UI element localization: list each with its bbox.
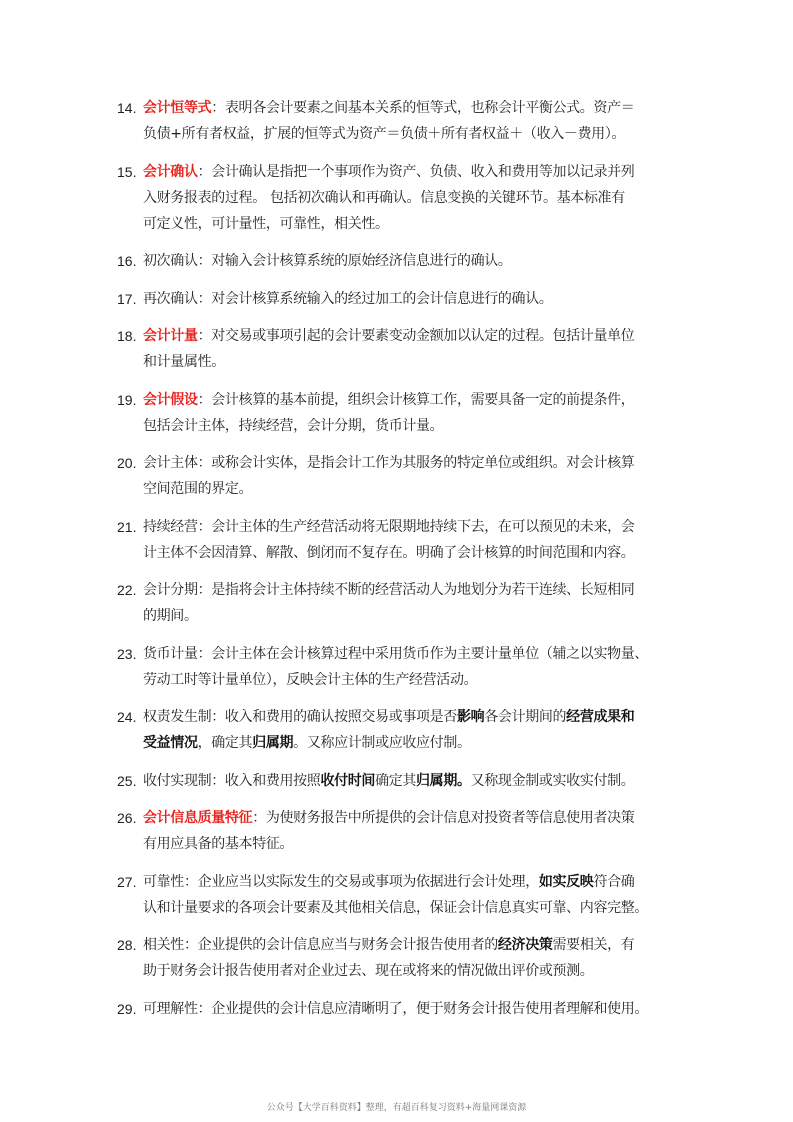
- item-line: [143, 831, 687, 857]
- body-text: 持续经营：会计主体的生产经营活动将无限期地持续下去，在可以预见的未来，会: [143, 518, 635, 535]
- item-number: 23.: [117, 645, 137, 662]
- emphasis-text: 受益情况: [143, 735, 198, 751]
- body-text: 收付实现制：收入和费用按照: [143, 772, 321, 789]
- item-line: [143, 450, 687, 476]
- emphasis-text: 收付时间: [320, 772, 376, 789]
- body-text: 权责发生制：收入和费用的确认按照交易或事项是否: [143, 709, 457, 725]
- emphasis-text: 影响: [456, 709, 485, 725]
- item-line: [143, 641, 687, 667]
- emphasis-text: 归属期。: [416, 772, 471, 789]
- body-text: 负债+所有者权益，扩展的恒等式为资产＝负债＋所有者权益＋（收入－费用）。: [143, 126, 626, 142]
- list-item: [117, 514, 687, 566]
- body-text: ，确定其: [197, 735, 253, 751]
- page-footer: 公众号【大学百科资料】整理，有超百科复习资料+海量网课资源: [266, 1103, 527, 1113]
- item-number: 21.: [117, 518, 137, 535]
- body-text: 的期间。: [143, 608, 198, 624]
- list-item: [117, 932, 687, 984]
- item-line: [143, 577, 687, 603]
- body-text: 可理解性：企业提供的会计信息应清晰明了，便于财务会计报告使用者理解和使用。: [143, 1000, 649, 1017]
- term-heading: 会计恒等式: [143, 100, 212, 116]
- emphasis-text: 如实反映: [538, 873, 594, 890]
- item-line: [143, 730, 687, 756]
- item-line: [143, 248, 687, 274]
- term-heading: 会计信息质量特征: [143, 810, 253, 826]
- emphasis-text: 归属期: [252, 735, 294, 751]
- item-number: 27.: [117, 873, 137, 890]
- item-line: [143, 185, 687, 211]
- list-item: [117, 704, 687, 756]
- item-number: 16.: [117, 253, 137, 269]
- item-number: 24.: [117, 709, 137, 725]
- body-text: 和计量属性。: [143, 354, 225, 370]
- item-line: [143, 159, 687, 185]
- item-line: [143, 805, 687, 831]
- body-text: 会计主体：或称会计实体，是指会计工作为其服务的特定单位或组织。对会计核算: [143, 455, 635, 471]
- body-text: ：对交易或事项引起的会计要素变动金额加以认定的过程。包括计量单位: [197, 328, 635, 344]
- body-text: ：为使财务报告中所提供的会计信息对投资者等信息使用者决策: [252, 810, 635, 826]
- body-text: 计主体不会因清算、解散、倒闭而不复存在。明确了会计核算的时间范围和内容。: [143, 544, 635, 561]
- item-line: [143, 95, 687, 121]
- body-text: 符合确: [593, 873, 635, 890]
- body-text: 入财务报表的过程。 包括初次确认和再确认。信息变换的关键环节。基本标准有: [143, 189, 625, 206]
- item-line: [143, 323, 687, 349]
- item-number: 20.: [117, 455, 137, 471]
- body-text: 确定其: [375, 772, 417, 789]
- body-text: 会计分期：是指将会计主体持续不断的经营活动人为地划分为若干连续、长短相同: [143, 582, 635, 598]
- list-item: [117, 159, 687, 237]
- body-text: 助于财务会计报告使用者对企业过去、现在或将来的情况做出评价或预测。: [143, 963, 594, 979]
- body-text: 空间范围的界定。: [143, 481, 253, 497]
- list-item: [117, 450, 687, 502]
- list-item: [117, 248, 687, 274]
- body-text: 可定义性，可计量性，可靠性，相关性。: [143, 215, 389, 232]
- list-item: [117, 577, 687, 629]
- item-line: [143, 603, 687, 629]
- emphasis-text: 经营成果和: [566, 709, 635, 725]
- body-text: 各会计期间的: [484, 709, 567, 725]
- item-number: 25.: [117, 772, 137, 789]
- list-item: [117, 768, 687, 794]
- body-text: 相关性：企业提供的会计信息应当与财务会计报告使用者的: [143, 937, 498, 953]
- item-line: [143, 387, 687, 413]
- item-line: [143, 932, 687, 958]
- list-item: [117, 286, 687, 312]
- list-item: [117, 323, 687, 375]
- body-text: 包括会计主体，持续经营，会计分期，货币计量。: [143, 417, 444, 434]
- body-text: 认和计量要求的各项会计要素及其他相关信息，保证会计信息真实可靠、内容完整。: [143, 899, 649, 916]
- body-text: 劳动工时等计量单位），反映会计主体的生产经营活动。: [143, 671, 478, 688]
- item-line: [143, 211, 687, 237]
- item-line: [143, 413, 687, 439]
- body-text: ：会计核算的基本前提，组织会计核算工作，需要具备一定的前提条件，: [197, 391, 635, 408]
- term-heading: 会计确认: [143, 163, 198, 180]
- item-line: [143, 996, 687, 1022]
- document-body: [117, 95, 687, 1033]
- item-number: 19.: [117, 391, 137, 408]
- item-number: 18.: [117, 328, 137, 344]
- item-number: 15.: [117, 163, 137, 180]
- body-text: 有用应具备的基本特征。: [143, 836, 294, 852]
- item-number: 29.: [117, 1000, 137, 1017]
- item-line: [143, 667, 687, 693]
- list-item: [117, 996, 687, 1022]
- body-text: ：表明各会计要素之间基本关系的恒等式，也称会计平衡公式。资产＝: [211, 100, 635, 116]
- item-line: [143, 514, 687, 540]
- item-line: [143, 958, 687, 984]
- item-line: [143, 121, 687, 147]
- list-item: [117, 805, 687, 857]
- term-heading: 会计假设: [143, 391, 198, 408]
- item-line: [143, 349, 687, 375]
- item-line: [143, 286, 687, 312]
- item-line: [143, 476, 687, 502]
- item-line: [143, 869, 687, 895]
- item-number: 14.: [117, 100, 137, 116]
- body-text: 初次确认：对输入会计核算系统的原始经济信息进行的确认。: [143, 253, 512, 269]
- item-number: 26.: [117, 810, 137, 826]
- list-item: [117, 387, 687, 439]
- item-line: [143, 895, 687, 921]
- item-number: 17.: [117, 290, 137, 307]
- item-line: [143, 768, 687, 794]
- item-line: [143, 704, 687, 730]
- body-text: 货币计量：会计主体在会计核算过程中采用货币作为主要计量单位（辅之以实物量、: [143, 645, 649, 662]
- emphasis-text: 经济决策: [497, 937, 553, 953]
- body-text: 可靠性：企业应当以实际发生的交易或事项为依据进行会计处理，: [143, 873, 539, 890]
- body-text: 。又称应计制或应收应付制。: [293, 735, 471, 751]
- list-item: [117, 95, 687, 147]
- list-item: [117, 869, 687, 921]
- item-line: [143, 540, 687, 566]
- body-text: 需要相关，有: [552, 937, 635, 953]
- term-heading: 会计计量: [143, 328, 198, 344]
- item-number: 22.: [117, 582, 137, 598]
- list-item: [117, 641, 687, 693]
- item-number: 28.: [117, 937, 137, 953]
- body-text: 又称现金制或实收实付制。: [470, 772, 635, 789]
- body-text: 再次确认：对会计核算系统输入的经过加工的会计信息进行的确认。: [143, 290, 553, 307]
- body-text: ：会计确认是指把一个事项作为资产、负债、收入和费用等加以记录并列: [197, 163, 635, 180]
